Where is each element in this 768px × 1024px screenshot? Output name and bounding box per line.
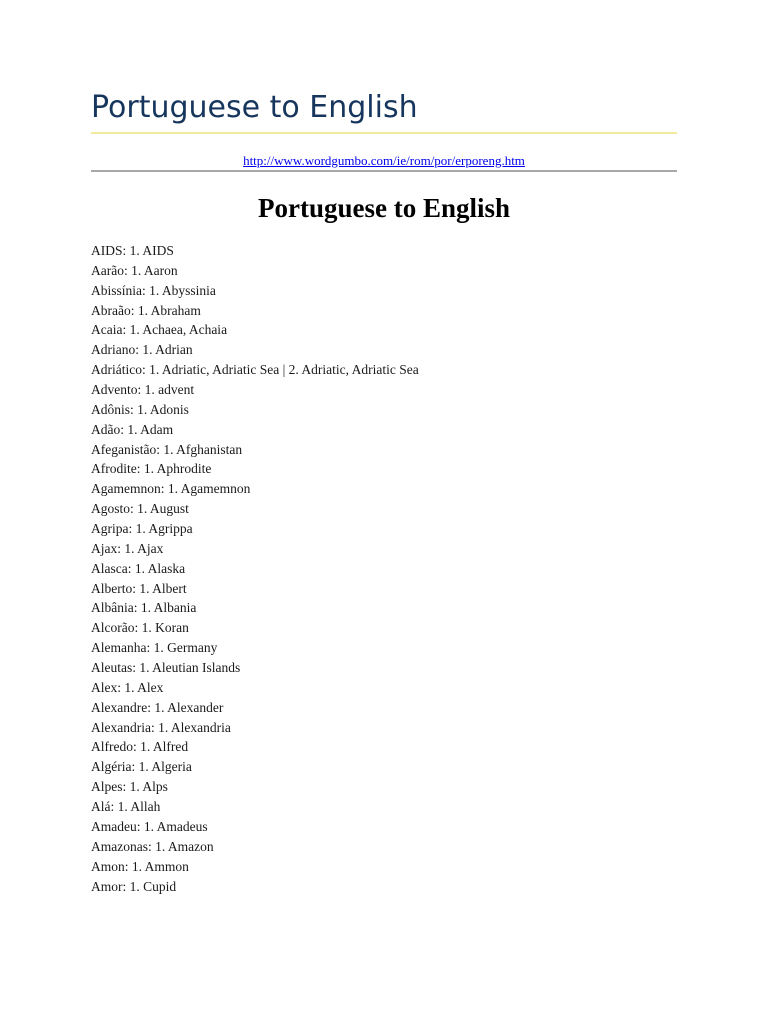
dictionary-entry: AIDS: 1. AIDS — [91, 243, 174, 258]
dictionary-entry: Alá: 1. Allah — [91, 799, 161, 815]
dictionary-entry: Agamemnon: 1. Agamemnon — [91, 481, 251, 497]
dictionary-entry: Acaia: 1. Achaea, Achaia — [91, 322, 228, 338]
dictionary-entry: Adriano: 1. Adrian — [91, 342, 193, 358]
dictionary-entry: Agripa: 1. Agrippa — [91, 521, 193, 537]
dictionary-entry: Abraão: 1. Abraham — [91, 302, 201, 318]
dictionary-entry: Alfredo: 1. Alfred — [91, 739, 189, 755]
title-underline — [91, 132, 677, 134]
page-heading: Portuguese to English — [257, 193, 511, 223]
dictionary-entry: Afrodite: 1. Aphrodite — [91, 461, 212, 477]
dictionary-entry: Alex: 1. Alex — [91, 679, 164, 695]
dictionary-entry: Alexandre: 1. Alexander — [91, 699, 224, 715]
dictionary-entry: Adônis: 1. Adonis — [91, 401, 189, 417]
dictionary-entry: Alpes: 1. Alps — [91, 779, 168, 795]
dictionary-entry: Alcorão: 1. Koran — [91, 620, 189, 636]
dictionary-entry: Advento: 1. advent — [91, 382, 195, 398]
source-url-link[interactable]: http://www.wordgumbo.com/ie/rom/por/erporeng.htm — [243, 153, 525, 168]
dictionary-entry: Adão: 1. Adam — [91, 421, 174, 437]
dictionary-entry: Alemanha: 1. Germany — [91, 640, 218, 656]
dictionary-entry: Amon: 1. Ammon — [91, 858, 189, 874]
dictionary-entry: Amor: 1. Cupid — [91, 878, 177, 894]
dictionary-entry: Algéria: 1. Algeria — [91, 759, 192, 775]
document-title: Portuguese to English — [91, 90, 418, 125]
dictionary-entry: Aarão: 1. Aaron — [91, 262, 178, 278]
dictionary-entry: Adriático: 1. Adriatic, Adriatic Sea | 2. Adriatic, Adriatic Sea — [91, 362, 419, 378]
dictionary-entry: Agosto: 1. August — [91, 501, 189, 517]
dictionary-entry: Amazonas: 1. Amazon — [91, 838, 214, 854]
dictionary-entry: Aleutas: 1. Aleutian Islands — [91, 660, 241, 676]
dictionary-entry-list — [91, 241, 419, 896]
dictionary-entry: Alexandria: 1. Alexandria — [91, 719, 231, 735]
dictionary-entry: Albânia: 1. Albania — [91, 600, 197, 616]
dictionary-entry: Amadeu: 1. Amadeus — [91, 818, 208, 834]
dictionary-entry: Abissínia: 1. Abyssinia — [91, 282, 216, 298]
dictionary-entry: Ajax: 1. Ajax — [91, 540, 164, 556]
dictionary-entry: Afeganistão: 1. Afghanistan — [91, 441, 243, 457]
horizontal-rule — [91, 170, 677, 172]
dictionary-entry: Alasca: 1. Alaska — [91, 560, 186, 576]
dictionary-entry: Alberto: 1. Albert — [91, 580, 187, 596]
